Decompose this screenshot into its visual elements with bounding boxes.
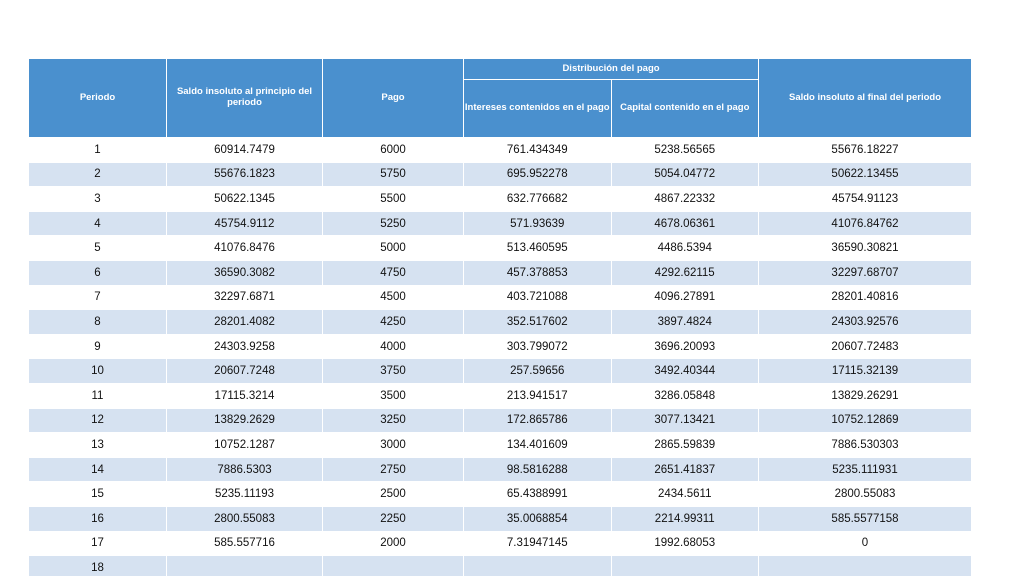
- table-header-row-1: [29, 59, 972, 80]
- table-row: [29, 162, 972, 187]
- cell-periodo: 9: [29, 334, 167, 359]
- cell-pago: 4000: [323, 334, 464, 359]
- cell-intereses: 513.460595: [464, 236, 612, 261]
- cell-capital: 3286.05848: [611, 383, 759, 408]
- cell-pago: 5500: [323, 187, 464, 212]
- cell-saldo-final: 20607.72483: [759, 334, 972, 359]
- cell-intereses: 352.517602: [464, 310, 612, 335]
- cell-saldo-inicial: 28201.4082: [167, 310, 323, 335]
- table-row: [29, 138, 972, 163]
- cell-saldo-final: 5235.111931: [759, 457, 972, 482]
- cell-saldo-final: 24303.92576: [759, 310, 972, 335]
- cell-saldo-inicial: 7886.5303: [167, 457, 323, 482]
- cell-periodo: 2: [29, 162, 167, 187]
- cell-periodo: 7: [29, 285, 167, 310]
- table-row: [29, 359, 972, 384]
- cell-periodo: 17: [29, 531, 167, 556]
- cell-saldo-inicial: 2800.55083: [167, 506, 323, 531]
- column-group-header-distribucion: Distribución del pago: [464, 59, 759, 80]
- table-row: [29, 383, 972, 408]
- cell-intereses: 213.941517: [464, 383, 612, 408]
- table-body: [29, 138, 972, 576]
- cell-intereses: 35.0068854: [464, 506, 612, 531]
- cell-pago: 2750: [323, 457, 464, 482]
- cell-pago: 2000: [323, 531, 464, 556]
- cell-pago: 6000: [323, 138, 464, 163]
- cell-pago: 3500: [323, 383, 464, 408]
- cell-saldo-final: 28201.40816: [759, 285, 972, 310]
- cell-capital: 1992.68053: [611, 531, 759, 556]
- cell-intereses: 761.434349: [464, 138, 612, 163]
- cell-saldo-final: 585.5577158: [759, 506, 972, 531]
- cell-intereses: 7.31947145: [464, 531, 612, 556]
- cell-intereses: 257.59656: [464, 359, 612, 384]
- cell-pago: 4750: [323, 260, 464, 285]
- column-header-periodo: Periodo: [29, 59, 167, 138]
- table-row: [29, 187, 972, 212]
- cell-capital: 2865.59839: [611, 433, 759, 458]
- cell-saldo-inicial: 585.557716: [167, 531, 323, 556]
- cell-pago: 4250: [323, 310, 464, 335]
- cell-intereses: 134.401609: [464, 433, 612, 458]
- cell-capital: 4292.62115: [611, 260, 759, 285]
- cell-capital: 5054.04772: [611, 162, 759, 187]
- table-header: [29, 59, 972, 138]
- cell-saldo-inicial: 17115.3214: [167, 383, 323, 408]
- cell-periodo: 8: [29, 310, 167, 335]
- cell-saldo-inicial: 5235.11193: [167, 482, 323, 507]
- cell-saldo-inicial: 10752.1287: [167, 433, 323, 458]
- cell-saldo-inicial: 55676.1823: [167, 162, 323, 187]
- cell-capital: [611, 556, 759, 576]
- cell-periodo: 12: [29, 408, 167, 433]
- cell-intereses: 457.378853: [464, 260, 612, 285]
- cell-capital: 3492.40344: [611, 359, 759, 384]
- cell-capital: 2651.41837: [611, 457, 759, 482]
- cell-periodo: 18: [29, 556, 167, 576]
- cell-pago: 3250: [323, 408, 464, 433]
- cell-saldo-inicial: 36590.3082: [167, 260, 323, 285]
- cell-intereses: 632.776682: [464, 187, 612, 212]
- table-row: [29, 408, 972, 433]
- cell-capital: 4678.06361: [611, 211, 759, 236]
- cell-periodo: 15: [29, 482, 167, 507]
- table-row: [29, 457, 972, 482]
- table-row: [29, 433, 972, 458]
- cell-saldo-final: 10752.12869: [759, 408, 972, 433]
- cell-pago: 3000: [323, 433, 464, 458]
- cell-capital: 4486.5394: [611, 236, 759, 261]
- cell-periodo: 11: [29, 383, 167, 408]
- table-row: [29, 310, 972, 335]
- cell-periodo: 1: [29, 138, 167, 163]
- table-row: [29, 506, 972, 531]
- cell-periodo: 16: [29, 506, 167, 531]
- table-row: [29, 482, 972, 507]
- cell-capital: 3696.20093: [611, 334, 759, 359]
- cell-saldo-inicial: 20607.7248: [167, 359, 323, 384]
- table-row: [29, 236, 972, 261]
- cell-intereses: 695.952278: [464, 162, 612, 187]
- cell-intereses: 65.4388991: [464, 482, 612, 507]
- cell-pago: 5250: [323, 211, 464, 236]
- table-row: [29, 334, 972, 359]
- cell-saldo-inicial: 13829.2629: [167, 408, 323, 433]
- cell-saldo-final: 0: [759, 531, 972, 556]
- cell-periodo: 13: [29, 433, 167, 458]
- cell-saldo-inicial: 24303.9258: [167, 334, 323, 359]
- column-header-capital: Capital contenido en el pago: [611, 80, 759, 138]
- cell-capital: 3077.13421: [611, 408, 759, 433]
- column-header-saldo-final: Saldo insoluto al final del periodo: [759, 59, 972, 138]
- cell-capital: 4867.22332: [611, 187, 759, 212]
- cell-saldo-final: 7886.530303: [759, 433, 972, 458]
- cell-saldo-inicial: 32297.6871: [167, 285, 323, 310]
- cell-pago: [323, 556, 464, 576]
- cell-saldo-final: 2800.55083: [759, 482, 972, 507]
- cell-saldo-inicial: [167, 556, 323, 576]
- table-row: [29, 556, 972, 576]
- cell-periodo: 4: [29, 211, 167, 236]
- cell-saldo-final: [759, 556, 972, 576]
- table-row: [29, 531, 972, 556]
- cell-periodo: 5: [29, 236, 167, 261]
- cell-pago: 4500: [323, 285, 464, 310]
- cell-saldo-final: 13829.26291: [759, 383, 972, 408]
- cell-intereses: 98.5816288: [464, 457, 612, 482]
- cell-intereses: [464, 556, 612, 576]
- cell-periodo: 14: [29, 457, 167, 482]
- cell-intereses: 303.799072: [464, 334, 612, 359]
- column-header-saldo-inicial: Saldo insoluto al principio del periodo: [167, 59, 323, 138]
- table-row: [29, 285, 972, 310]
- cell-saldo-final: 41076.84762: [759, 211, 972, 236]
- table-row: [29, 211, 972, 236]
- cell-periodo: 6: [29, 260, 167, 285]
- cell-saldo-inicial: 50622.1345: [167, 187, 323, 212]
- amortization-table-container: [28, 58, 972, 576]
- cell-saldo-final: 45754.91123: [759, 187, 972, 212]
- cell-capital: 5238.56565: [611, 138, 759, 163]
- cell-pago: 5750: [323, 162, 464, 187]
- cell-capital: 4096.27891: [611, 285, 759, 310]
- cell-saldo-final: 17115.32139: [759, 359, 972, 384]
- cell-capital: 2434.5611: [611, 482, 759, 507]
- cell-pago: 5000: [323, 236, 464, 261]
- cell-capital: 2214.99311: [611, 506, 759, 531]
- column-header-pago: Pago: [323, 59, 464, 138]
- cell-intereses: 571.93639: [464, 211, 612, 236]
- cell-saldo-final: 36590.30821: [759, 236, 972, 261]
- cell-saldo-inicial: 60914.7479: [167, 138, 323, 163]
- cell-pago: 2500: [323, 482, 464, 507]
- cell-pago: 2250: [323, 506, 464, 531]
- cell-saldo-final: 50622.13455: [759, 162, 972, 187]
- cell-saldo-final: 55676.18227: [759, 138, 972, 163]
- cell-capital: 3897.4824: [611, 310, 759, 335]
- cell-periodo: 10: [29, 359, 167, 384]
- cell-saldo-final: 32297.68707: [759, 260, 972, 285]
- amortization-table: [28, 58, 972, 576]
- cell-intereses: 403.721088: [464, 285, 612, 310]
- column-header-intereses: Intereses contenidos en el pago: [464, 80, 612, 138]
- table-row: [29, 260, 972, 285]
- cell-pago: 3750: [323, 359, 464, 384]
- cell-saldo-inicial: 45754.9112: [167, 211, 323, 236]
- cell-saldo-inicial: 41076.8476: [167, 236, 323, 261]
- cell-intereses: 172.865786: [464, 408, 612, 433]
- cell-periodo: 3: [29, 187, 167, 212]
